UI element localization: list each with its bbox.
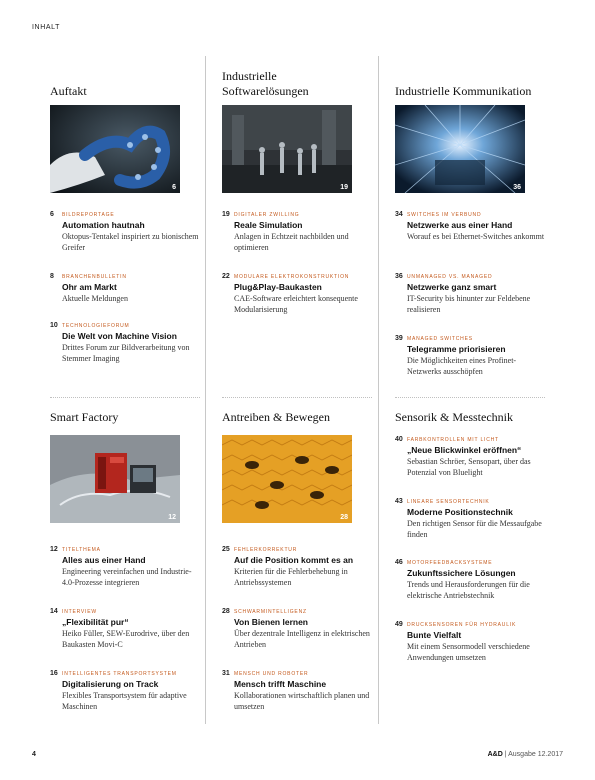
- section-antreiben: [222, 410, 368, 425]
- toc-description: Engineering vereinfachen und Industrie-4.0-Prozesse integrieren: [62, 567, 192, 587]
- toc-title: Digitalisierung on Track: [62, 679, 159, 689]
- toc-page-number: 10: [50, 322, 58, 329]
- image-page-number: 28: [340, 514, 348, 521]
- section-kommunikation: [395, 84, 555, 99]
- column-divider: [205, 56, 206, 724]
- toc-page-number: 12: [50, 546, 58, 553]
- toc-description: Heiko Füller, SEW-Eurodrive, über den Baukasten Movi-C: [62, 629, 190, 649]
- toc-page-number: 43: [395, 498, 403, 505]
- toc-kicker: UNMANAGED VS. MANAGED: [407, 274, 493, 280]
- toc-title: Netzwerke aus einer Hand: [407, 220, 513, 230]
- toc-description: Sebastian Schröer, Sensopart, über das Potenzial von Bluelight: [407, 457, 531, 477]
- toc-item[interactable]: [222, 545, 372, 588]
- column-divider: [378, 56, 379, 724]
- toc-title: Netzwerke ganz smart: [407, 282, 497, 292]
- toc-title: Reale Simulation: [234, 220, 303, 230]
- toc-page-number: 40: [395, 436, 403, 443]
- toc-item[interactable]: [395, 435, 545, 478]
- toc-item[interactable]: [222, 607, 372, 650]
- toc-page-number: 16: [50, 670, 58, 677]
- image-page-number: 19: [340, 184, 348, 191]
- bees-honeycomb-image[interactable]: [222, 435, 352, 523]
- toc-description: Mit einem Sensormodell verschiedene Anwendungen umsetzen: [407, 642, 530, 662]
- toc-kicker: SWITCHES IM VERBUND: [407, 212, 482, 218]
- section-title: Smart Factory: [50, 410, 119, 424]
- toc-page-number: 31: [222, 670, 230, 677]
- toc-page-number: 25: [222, 546, 230, 553]
- toc-page-number: 39: [395, 335, 403, 342]
- toc-description: Oktopus-Tentakel inspiriert zu bionischem Greifer: [62, 232, 199, 252]
- section-title: Industrielle Softwarelösungen: [222, 69, 309, 98]
- toc-page-number: 8: [50, 273, 54, 280]
- toc-kicker: FEHLERKORREKTUR: [234, 547, 298, 553]
- toc-title: Telegramme priorisieren: [407, 344, 506, 354]
- image-page-number: 36: [513, 184, 521, 191]
- toc-page-number: 19: [222, 211, 230, 218]
- toc-kicker: MODULARE ELEKTROKONSTRUKTION: [234, 274, 350, 280]
- toc-page-number: 34: [395, 211, 403, 218]
- toc-title: „Neue Blickwinkel eröffnen“: [407, 445, 522, 455]
- toc-kicker: LINEARE SENSORTECHNIK: [407, 499, 490, 505]
- toc-page-number: 14: [50, 608, 58, 615]
- toc-item[interactable]: [395, 497, 545, 540]
- toc-description: CAE-Software erleichtert konsequente Modularisierung: [234, 294, 358, 314]
- toc-kicker: DRUCKSENSOREN FÜR HYDRAULIK: [407, 622, 517, 628]
- smart-factory-image[interactable]: [50, 435, 180, 523]
- toc-kicker: FARBKONTROLLEN MIT LICHT: [407, 437, 499, 443]
- toc-item[interactable]: [50, 210, 200, 253]
- toc-item[interactable]: [50, 669, 200, 712]
- section-software: [222, 69, 332, 99]
- toc-item[interactable]: [222, 669, 372, 712]
- toc-page-number: 6: [50, 211, 54, 218]
- toc-description: IT-Security bis hinunter zur Feldebene realisieren: [407, 294, 531, 314]
- toc-item[interactable]: [395, 334, 545, 377]
- page-header: INHALT: [32, 24, 60, 31]
- toc-kicker: INTERVIEW: [62, 609, 97, 615]
- toc-title: Alles aus einer Hand: [62, 555, 146, 565]
- page-number: 4: [32, 751, 36, 758]
- toc-item[interactable]: [50, 321, 200, 364]
- toc-item[interactable]: [395, 210, 545, 242]
- row-divider: [50, 397, 200, 398]
- toc-description: Worauf es bei Ethernet-Switches ankommt: [407, 232, 545, 241]
- toc-page-number: 46: [395, 559, 403, 566]
- toc-page-number: 49: [395, 621, 403, 628]
- section-auftakt: [50, 84, 196, 99]
- toc-description: Den richtigen Sensor für die Messaufgabe finden: [407, 519, 542, 539]
- toc-page-number: 22: [222, 273, 230, 280]
- toc-description: Anlagen in Echtzeit nachbilden und optimieren: [234, 232, 349, 252]
- section-title: Auftakt: [50, 84, 87, 98]
- toc-description: Die Möglichkeiten eines Profinet-Netzwerks ausschöpfen: [407, 356, 517, 376]
- toc-kicker: INTELLIGENTES TRANSPORTSYSTEM: [62, 671, 177, 677]
- toc-title: Zukunftssichere Lösungen: [407, 568, 516, 578]
- toc-item[interactable]: [395, 620, 545, 663]
- toc-item[interactable]: [50, 545, 200, 588]
- section-title: Antreiben & Bewegen: [222, 410, 330, 424]
- toc-item[interactable]: [50, 607, 200, 650]
- toc-description: Kollaborationen wirtschaftlich planen und umsetzen: [234, 691, 370, 711]
- toc-kicker: SCHWARMINTELLIGENZ: [234, 609, 307, 615]
- toc-item[interactable]: [395, 272, 545, 315]
- toc-item[interactable]: [222, 272, 372, 315]
- row-divider: [222, 397, 372, 398]
- toc-title: Plug&Play-Baukasten: [234, 282, 322, 292]
- toc-kicker: DIGITALER ZWILLING: [234, 212, 300, 218]
- image-page-number: 12: [168, 514, 176, 521]
- toc-title: Ohr am Markt: [62, 282, 117, 292]
- toc-item[interactable]: [395, 558, 545, 601]
- toc-title: Mensch trifft Maschine: [234, 679, 327, 689]
- image-page-number: 6: [172, 184, 176, 191]
- toc-kicker: BILDREPORTAGE: [62, 212, 115, 218]
- toc-page-number: 36: [395, 273, 403, 280]
- section-title: Industrielle Kommunikation: [395, 84, 532, 98]
- section-title: Sensorik & Messtechnik: [395, 410, 513, 424]
- toc-title: Die Welt von Machine Vision: [62, 331, 177, 341]
- network-light-image[interactable]: [395, 105, 525, 193]
- toc-kicker: MENSCH UND ROBOTER: [234, 671, 309, 677]
- toc-kicker: TECHNOLOGIEFORUM: [62, 323, 130, 329]
- toc-title: Moderne Positionstechnik: [407, 507, 513, 517]
- toc-description: Über dezentrale Intelligenz in elektrischen Antrieben: [234, 629, 370, 649]
- toc-description: Trends und Herausforderungen für die elektrische Antriebstechnik: [407, 580, 530, 600]
- toc-title: „Flexibilität pur“: [62, 617, 129, 627]
- section-sensorik: [395, 410, 555, 425]
- toc-page-number: 28: [222, 608, 230, 615]
- issue-info: A&D | Ausgabe 12.2017: [487, 751, 563, 758]
- toc-description: Drittes Forum zur Bildverarbeitung von Stemmer Imaging: [62, 343, 190, 363]
- toc-item[interactable]: [222, 210, 372, 253]
- toc-kicker: MANAGED SWITCHES: [407, 336, 473, 342]
- issue-label: Ausgabe 12.2017: [508, 751, 563, 758]
- toc-title: Auf die Position kommt es an: [234, 555, 354, 565]
- digital-twin-image[interactable]: [222, 105, 352, 193]
- toc-title: Automation hautnah: [62, 220, 145, 230]
- toc-kicker: MOTORFEEDBACKSYSTEME: [407, 560, 493, 566]
- section-smart-factory: [50, 410, 196, 425]
- toc-title: Bunte Vielfalt: [407, 630, 462, 640]
- toc-description: Flexibles Transportsystem für adaptive Maschinen: [62, 691, 187, 711]
- brand-name: A&D: [487, 751, 503, 758]
- toc-kicker: BRANCHENBULLETIN: [62, 274, 127, 280]
- octopus-gripper-image[interactable]: [50, 105, 180, 193]
- toc-description: Kriterien für die Fehlerbehebung in Antriebssystemen: [234, 567, 348, 587]
- toc-item[interactable]: [50, 272, 200, 304]
- row-divider: [395, 397, 545, 398]
- toc-kicker: TITELTHEMA: [62, 547, 101, 553]
- toc-title: Von Bienen lernen: [234, 617, 308, 627]
- toc-description: Aktuelle Meldungen: [62, 294, 128, 303]
